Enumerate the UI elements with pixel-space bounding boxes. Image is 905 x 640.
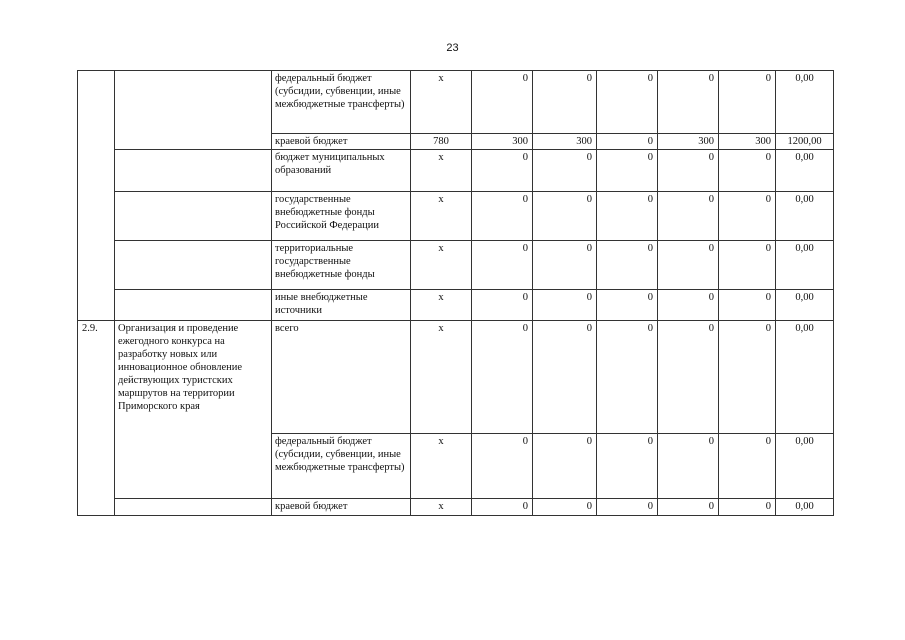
row-number-cell xyxy=(78,192,115,241)
value-cell: 0 xyxy=(719,321,776,434)
value-cell: 0 xyxy=(719,241,776,290)
total-cell: 1200,00 xyxy=(776,134,834,150)
funding-source-cell: государственные внебюджетные фонды Российской Федерации xyxy=(272,192,411,241)
funding-source-cell: иные внебюджетные источники xyxy=(272,290,411,321)
total-cell: 0,00 xyxy=(776,290,834,321)
total-cell: 0,00 xyxy=(776,192,834,241)
value-cell: 0 xyxy=(597,499,658,516)
value-cell: х xyxy=(411,321,472,434)
value-cell: 0 xyxy=(658,241,719,290)
row-number-cell: 2.9. xyxy=(78,321,115,434)
event-name-cell xyxy=(115,499,272,516)
value-cell: 0 xyxy=(719,150,776,192)
value-cell: 0 xyxy=(658,192,719,241)
value-cell: 0 xyxy=(472,290,533,321)
value-cell: х xyxy=(411,150,472,192)
value-cell: 0 xyxy=(533,290,597,321)
value-cell: 0 xyxy=(472,241,533,290)
value-cell: х xyxy=(411,434,472,499)
value-cell: 0 xyxy=(719,499,776,516)
event-name-cell xyxy=(115,241,272,290)
value-cell: 0 xyxy=(472,192,533,241)
value-cell: 0 xyxy=(658,321,719,434)
total-cell: 0,00 xyxy=(776,434,834,499)
row-number-cell xyxy=(78,134,115,150)
budget-table xyxy=(77,70,834,516)
value-cell: 0 xyxy=(658,499,719,516)
event-name-cell xyxy=(115,71,272,134)
table-row xyxy=(78,290,834,321)
value-cell: 0 xyxy=(472,150,533,192)
event-name-cell: Организация и проведение ежегодного конкурса на разработку новых или инновационное обновление действующих туристских маршрутов на территории Приморского края xyxy=(115,321,272,434)
value-cell: 780 xyxy=(411,134,472,150)
value-cell: 0 xyxy=(658,290,719,321)
event-name-cell xyxy=(115,134,272,150)
value-cell: 0 xyxy=(597,150,658,192)
funding-source-cell: краевой бюджет xyxy=(272,499,411,516)
table-row xyxy=(78,321,834,434)
table-row xyxy=(78,434,834,499)
value-cell: 0 xyxy=(719,192,776,241)
funding-source-cell: всего xyxy=(272,321,411,434)
value-cell: 0 xyxy=(533,192,597,241)
value-cell: 0 xyxy=(472,434,533,499)
value-cell: 0 xyxy=(719,71,776,134)
value-cell: 0 xyxy=(533,321,597,434)
value-cell: 0 xyxy=(658,434,719,499)
funding-source-cell: территориальные государственные внебюджетные фонды xyxy=(272,241,411,290)
event-name-cell xyxy=(115,150,272,192)
value-cell: 0 xyxy=(533,241,597,290)
value-cell: 0 xyxy=(533,71,597,134)
value-cell: 0 xyxy=(597,71,658,134)
value-cell: 0 xyxy=(658,71,719,134)
value-cell: 0 xyxy=(658,150,719,192)
page-number: 23 xyxy=(446,42,459,54)
value-cell: 0 xyxy=(597,134,658,150)
row-number-cell xyxy=(78,290,115,321)
table-row xyxy=(78,134,834,150)
value-cell: 0 xyxy=(719,290,776,321)
row-number-cell xyxy=(78,434,115,499)
event-name-cell xyxy=(115,192,272,241)
total-cell: 0,00 xyxy=(776,150,834,192)
value-cell: 300 xyxy=(658,134,719,150)
value-cell: 0 xyxy=(472,71,533,134)
value-cell: 300 xyxy=(719,134,776,150)
total-cell: 0,00 xyxy=(776,241,834,290)
total-cell: 0,00 xyxy=(776,71,834,134)
value-cell: х xyxy=(411,499,472,516)
value-cell: 0 xyxy=(597,241,658,290)
value-cell: х xyxy=(411,71,472,134)
row-number-cell xyxy=(78,71,115,134)
value-cell: 0 xyxy=(472,321,533,434)
row-number-cell xyxy=(78,241,115,290)
row-number-cell xyxy=(78,150,115,192)
total-cell: 0,00 xyxy=(776,499,834,516)
value-cell: 0 xyxy=(597,434,658,499)
value-cell: х xyxy=(411,192,472,241)
table-row xyxy=(78,192,834,241)
table-row xyxy=(78,499,834,516)
value-cell: 0 xyxy=(597,321,658,434)
value-cell: 300 xyxy=(472,134,533,150)
funding-source-cell: федеральный бюджет (субсидии, субвенции, иные межбюджетные трансферты) xyxy=(272,434,411,499)
funding-source-cell: краевой бюджет xyxy=(272,134,411,150)
value-cell: 0 xyxy=(533,150,597,192)
value-cell: 300 xyxy=(533,134,597,150)
value-cell: 0 xyxy=(472,499,533,516)
value-cell: х xyxy=(411,241,472,290)
value-cell: 0 xyxy=(719,434,776,499)
value-cell: 0 xyxy=(597,290,658,321)
value-cell: 0 xyxy=(597,192,658,241)
value-cell: 0 xyxy=(533,499,597,516)
funding-source-cell: федеральный бюджет (субсидии, субвенции, иные межбюджетные трансферты) xyxy=(272,71,411,134)
funding-source-cell: бюджет муниципальных образований xyxy=(272,150,411,192)
value-cell: 0 xyxy=(533,434,597,499)
event-name-cell xyxy=(115,290,272,321)
total-cell: 0,00 xyxy=(776,321,834,434)
row-number-cell xyxy=(78,499,115,516)
table-row xyxy=(78,150,834,192)
table-row xyxy=(78,241,834,290)
event-name-cell xyxy=(115,434,272,499)
value-cell: х xyxy=(411,290,472,321)
table-row xyxy=(78,71,834,134)
